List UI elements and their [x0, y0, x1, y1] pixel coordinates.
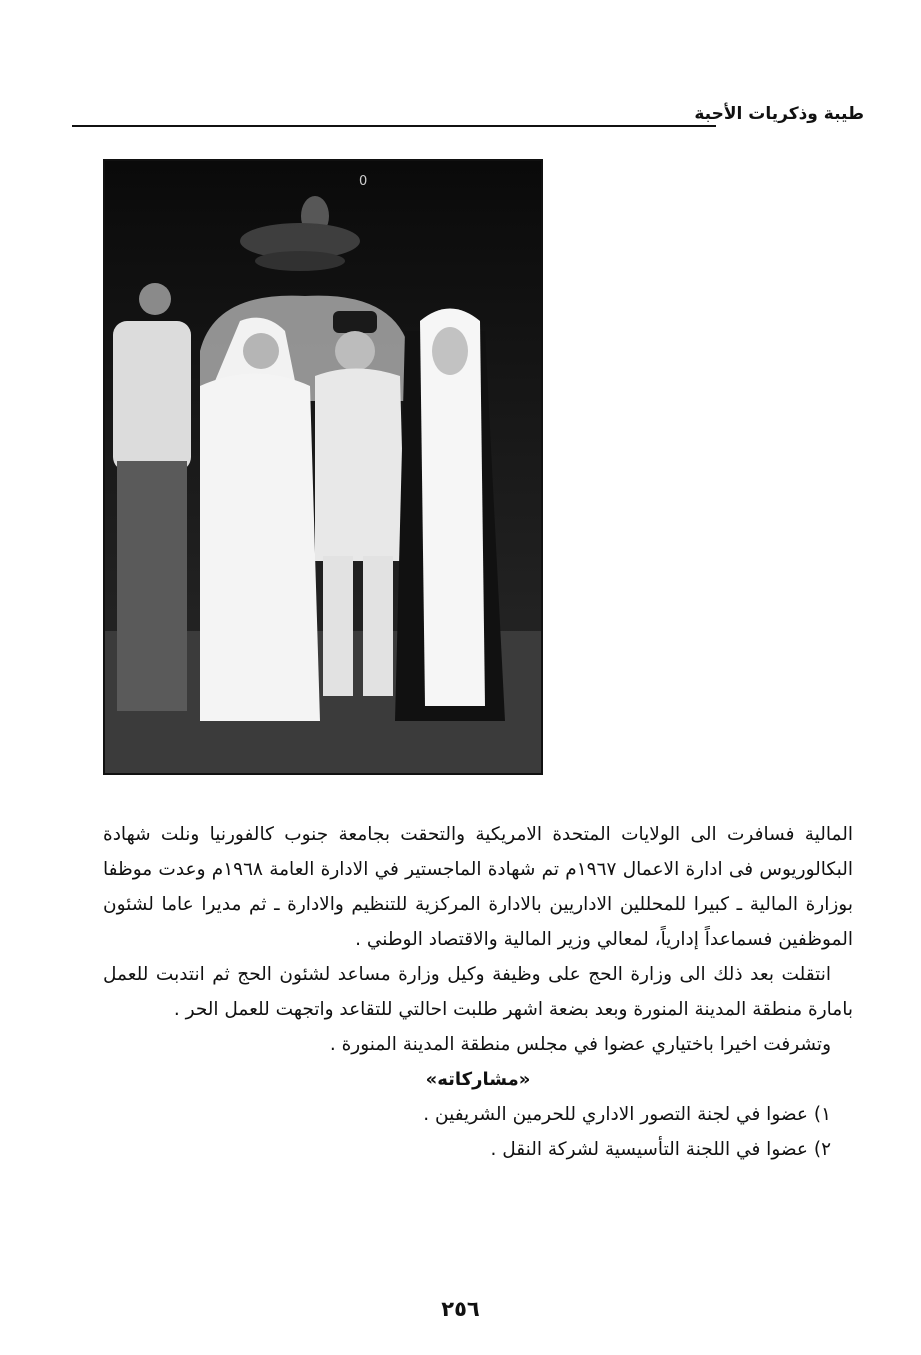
page-number: ٢٥٦: [441, 1297, 480, 1321]
photo-illustration: [105, 161, 541, 773]
photo-marker: 0: [359, 174, 368, 189]
list-item: ٢) عضوا في اللجنة التأسيسية لشركة النقل .: [490, 1139, 831, 1160]
running-header: [72, 104, 864, 128]
article-body: [103, 817, 853, 1167]
paragraph: وتشرفت اخيرا باختياري عضوا في مجلس منطقة المدينة المنورة .: [329, 1034, 831, 1055]
list-item: ١) عضوا في لجنة التصور الاداري للحرمين الشريفين .: [423, 1104, 831, 1125]
paragraph: انتقلت بعد ذلك الى وزارة الحج على وظيفة وكيل وزارة مساعد لشئون الحج ثم انتدبت للعمل بامارة منطقة المدينة المنورة وبعد بضعة اشهر طلبت احالتي للتقاعد واتجهت للعمل الحر .: [103, 964, 853, 1020]
section-heading: «مشاركاته»: [425, 1069, 531, 1090]
paragraph: المالية فسافرت الى الولايات المتحدة الامريكية والتحقت بجامعة جنوب كالفورنيا ونلت شهادة البكالوريوس فى ادارة الاعمال ١٩٦٧م تم شهادة الماجستير في الادارة العامة ١٩٦٨م وعدت موظفا بوزارة المالية ـ كبيرا للمحللين الاداريين بالادارة المركزية للتنظيم والادارة ـ ثم مديرا عاما لشئون الموظفين فسماعداً إدارياً، لمعالي وزير المالية والاقتصاد الوطني .: [103, 824, 853, 950]
header-rule: [72, 125, 716, 127]
photograph: [103, 159, 543, 775]
person-left: [113, 283, 191, 711]
header-title: طيبة وذكريات الأحبة: [694, 104, 864, 124]
